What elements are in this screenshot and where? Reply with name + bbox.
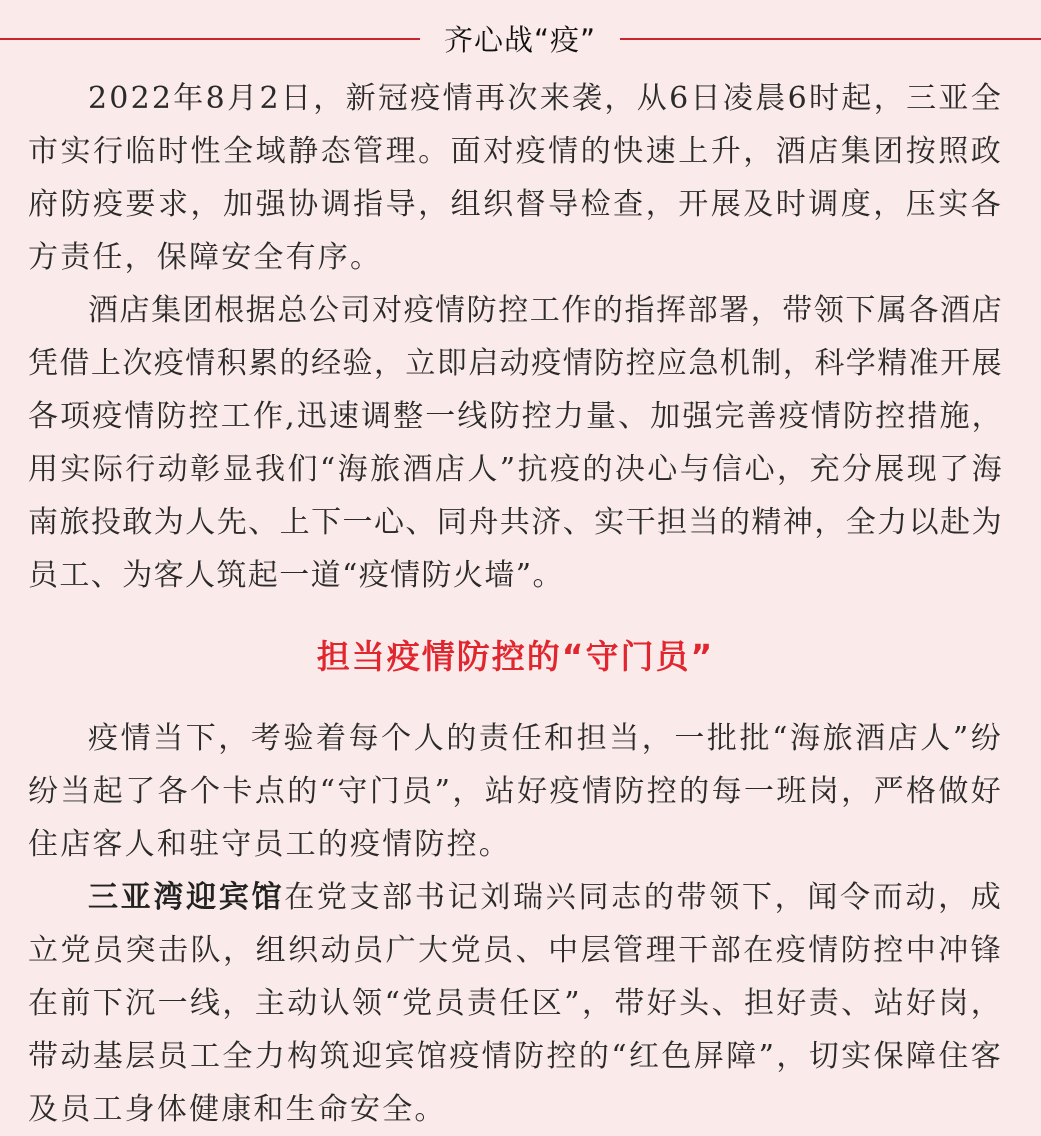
header-title: 齐心战“疫” — [443, 23, 597, 57]
paragraph-2: 酒店集团根据总公司对疫情防控工作的指挥部署，带领下属各酒店凭借上次疫情积累的经验，立即启动疫情防控应急机制，科学精准开展各项疫情防控工作,迅速调整一线防控力量、加强完善疫情防控措施，用实际行动彰显我们“海旅酒店人”抗疫的决心与信心，充分展现了海南旅投敢为人先、上下一心、同舟共济、实干担当的精神，全力以赴为员工、为客人筑起一道“疫情防火墙”。 — [28, 293, 1003, 593]
header-rule-left — [0, 38, 420, 40]
hotel-name: 三亚湾迎宾馆 — [88, 880, 285, 915]
paragraph-4 — [28, 871, 1003, 1136]
paragraph-1: 2022年8月2日，新冠疫情再次来袭，从6日凌晨6时起，三亚全市实行临时性全域静态管理。面对疫情的快速上升，酒店集团按照政府防疫要求，加强协调指导，组织督导检查，开展及时调度，压实各方责任，保障安全有序。 — [28, 81, 1003, 275]
paragraph-3: 疫情当下，考验着每个人的责任和担当，一批批“海旅酒店人”纷纷当起了各个卡点的“守门员”，站好疫情防控的每一班岗，严格做好住店客人和驻守员工的疫情防控。 — [28, 721, 1003, 862]
section-heading: 担当疫情防控的“守门员” — [316, 637, 715, 676]
article-body — [28, 72, 1003, 1136]
section-header — [0, 0, 1041, 80]
header-rule-right — [620, 38, 1041, 40]
paragraph-4-text: 在党支部书记刘瑞兴同志的带领下，闻令而动，成立党员突击队，组织动员广大党员、中层管理干部在疫情防控中冲锋在前下沉一线，主动认领“党员责任区”，带好头、担好责、站好岗，带动基层员工全力构筑迎宾馆疫情防控的“红色屏障”，切实保障住客及员工身体健康和生命安全。 — [28, 880, 1004, 1127]
